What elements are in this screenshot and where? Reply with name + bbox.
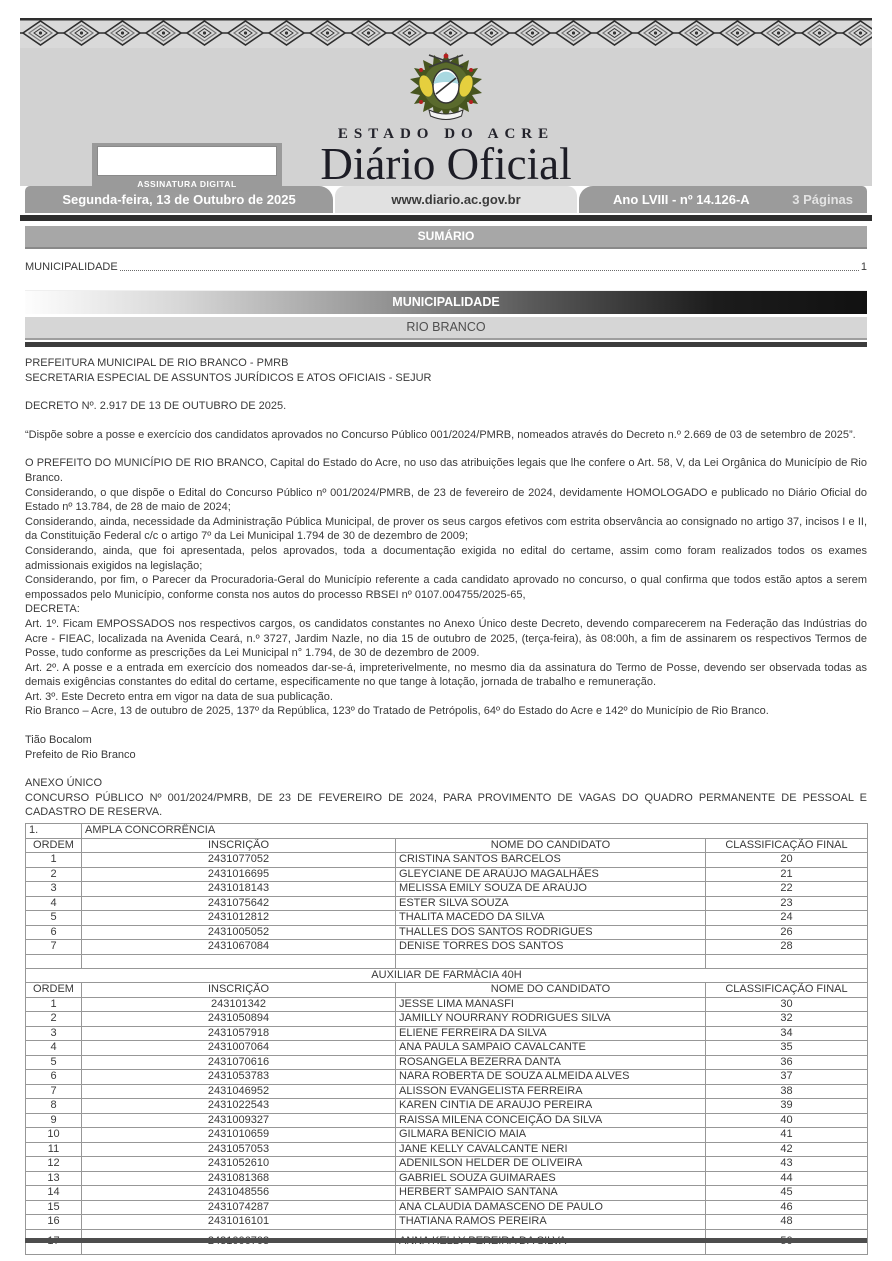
decree-paragraphs	[25, 456, 867, 719]
table-row	[26, 1171, 868, 1186]
decree-paragraph: O PREFEITO DO MUNICÍPIO DE RIO BRANCO, Capital do Estado do Acre, no uso das atribuições legais que lhe confere o Art. 58, V, da Lei Orgânica do Município de Rio Branco.	[25, 457, 867, 484]
edition-info	[579, 186, 867, 213]
group1-body	[26, 853, 868, 955]
ordem-cell: 4	[26, 896, 82, 911]
table-row	[26, 1113, 868, 1128]
inscricao-cell: 2431010659	[82, 1128, 396, 1143]
table-row	[26, 997, 868, 1012]
table-row	[26, 1084, 868, 1099]
inscricao-cell: 2431070616	[82, 1055, 396, 1070]
inscricao-cell: 2431022543	[82, 1099, 396, 1114]
table-row	[26, 867, 868, 882]
table-row	[26, 925, 868, 940]
nome-cell: GLEYCIANE DE ARAÚJO MAGALHÃES	[396, 867, 706, 882]
inscricao-cell: 2431067084	[82, 940, 396, 955]
summary-header: SUMÁRIO	[25, 226, 867, 249]
bottom-rule	[25, 1238, 867, 1243]
classificacao-cell: 26	[706, 925, 868, 940]
ornamental-border	[20, 18, 872, 48]
section-label-cell: AMPLA CONCORRÊNCIA	[82, 824, 868, 839]
header-rule	[20, 215, 872, 221]
nome-cell: JESSE LIMA MANASFI	[396, 997, 706, 1012]
section-index-cell: 1.	[26, 824, 82, 839]
nome-cell: THATIANA RAMOS PEREIRA	[396, 1215, 706, 1230]
inscricao-cell: 243101342	[82, 997, 396, 1012]
inscricao-cell: 2431007064	[82, 1041, 396, 1056]
decree-body	[25, 356, 867, 820]
nome-cell: ELIENE FERREIRA DA SILVA	[396, 1026, 706, 1041]
decree-paragraph: Art. 3º. Este Decreto entra em vigor na data de sua publicação.	[25, 690, 333, 703]
group2-body	[26, 997, 868, 1254]
inscricao-cell: 2431074287	[82, 1200, 396, 1215]
group-divider-body	[26, 954, 868, 997]
classificacao-cell: 35	[706, 1041, 868, 1056]
section-rule	[25, 342, 867, 347]
table-row	[26, 1186, 868, 1201]
ordem-cell: 14	[26, 1186, 82, 1201]
ordem-cell: 11	[26, 1142, 82, 1157]
table-row	[26, 1200, 868, 1215]
ordem-cell: 7	[26, 1084, 82, 1099]
nome-cell: ROSANGELA BEZERRA DANTA	[396, 1055, 706, 1070]
classificacao-cell: 48	[706, 1215, 868, 1230]
classificacao-cell: 23	[706, 896, 868, 911]
column-header: NOME DO CANDIDATO	[396, 983, 706, 998]
decree-paragraph: Rio Branco – Acre, 13 de outubro de 2025, 137º da República, 123º do Tratado de Petrópolis, 64º do Estado do Acre e 142º do Município de Rio Branco.	[25, 705, 769, 718]
ordem-cell: 1	[26, 997, 82, 1012]
inscricao-cell: 2431057053	[82, 1142, 396, 1157]
ordem-cell: 3	[26, 882, 82, 897]
ordem-cell: 13	[26, 1171, 82, 1186]
ordem-cell: 2	[26, 1012, 82, 1027]
classificacao-cell: 41	[706, 1128, 868, 1143]
website-url: www.diario.ac.gov.br	[335, 186, 577, 213]
inscricao-cell: 2431052610	[82, 1157, 396, 1172]
inscricao-cell: 2431081368	[82, 1171, 396, 1186]
nome-cell: CRISTINA SANTOS BARCELOS	[396, 853, 706, 868]
column-header: INSCRIÇÃO	[82, 838, 396, 853]
summary-entry-label: MUNICIPALIDADE	[25, 261, 118, 273]
section-subtitle-bar: RIO BRANCO	[25, 317, 867, 340]
table-header-row	[26, 838, 868, 853]
table-header-row	[26, 983, 868, 998]
classificacao-cell: 21	[706, 867, 868, 882]
decree-paragraph: DECRETA:	[25, 603, 80, 616]
classificacao-cell: 40	[706, 1113, 868, 1128]
summary-entry-page: 1	[860, 261, 867, 273]
column-header: ORDEM	[26, 983, 82, 998]
ordem-cell: 9	[26, 1113, 82, 1128]
classificacao-cell: 39	[706, 1099, 868, 1114]
empty-row	[26, 954, 868, 968]
group-title-row	[26, 968, 868, 983]
ordem-cell: 12	[26, 1157, 82, 1172]
decree-paragraph: Considerando, o que dispõe o Edital do Concurso Público nº 001/2024/PMRB, de 23 de fevereiro de 2024, devidamente HOMOLOGADO e publicado no Diário Oficial do Estado nº 13.784, de 28 de maio de 2024;	[25, 486, 867, 514]
nome-cell: NARA ROBERTA DE SOUZA ALMEIDA ALVES	[396, 1070, 706, 1085]
table-row	[26, 1070, 868, 1085]
annex-subtitle: CONCURSO PÚBLICO Nº 001/2024/PMRB, DE 23 DE FEVEREIRO DE 2024, PARA PROVIMENTO DE VAGAS DO QUADRO PERMANENTE DE PESSOAL E CADASTRO DE RESERVA.	[25, 791, 867, 819]
inscricao-cell: 2431075642	[82, 896, 396, 911]
ordem-cell: 7	[26, 940, 82, 955]
table-row	[26, 1157, 868, 1172]
table-row	[26, 911, 868, 926]
inscricao-cell: 2431050894	[82, 1012, 396, 1027]
nome-cell: ANA PAULA SAMPAIO CAVALCANTE	[396, 1041, 706, 1056]
ordem-cell: 3	[26, 1026, 82, 1041]
ordem-cell: 10	[26, 1128, 82, 1143]
nome-cell: ESTER SILVA SOUZA	[396, 896, 706, 911]
table-row	[26, 1041, 868, 1056]
dotted-leader	[120, 270, 859, 271]
ordem-cell: 6	[26, 925, 82, 940]
inscricao-cell: 2431057918	[82, 1026, 396, 1041]
classificacao-cell: 28	[706, 940, 868, 955]
classificacao-cell: 34	[706, 1026, 868, 1041]
nome-cell: JANE KELLY CAVALCANTE NERI	[396, 1142, 706, 1157]
inscricao-cell: 2431012812	[82, 911, 396, 926]
classificacao-cell: 32	[706, 1012, 868, 1027]
table-row	[26, 1128, 868, 1143]
signature-name: Tião Bocalom	[25, 734, 92, 747]
inscricao-cell: 2431048556	[82, 1186, 396, 1201]
page-count: 3 Páginas	[792, 192, 853, 207]
table-row	[26, 1099, 868, 1114]
classificacao-cell: 45	[706, 1186, 868, 1201]
table-row	[26, 1142, 868, 1157]
decree-paragraph: Considerando, por fim, o Parecer da Procuradoria-Geral do Município referente a cada candidato aprovado no concurso, o qual confirma que todos estão aptos a serem empossados pelo Município, conforme consta nos autos do processo RBSEI nº 0107.004755/2025-65,	[25, 574, 867, 601]
org-line: SECRETARIA ESPECIAL DE ASSUNTOS JURÍDICOS E ATOS OFICIAIS - SEJUR	[25, 371, 432, 384]
inscricao-cell: 2431009327	[82, 1113, 396, 1128]
page-content	[25, 226, 867, 1255]
ordem-cell: 15	[26, 1200, 82, 1215]
nome-cell: DENISE TORRES DOS SANTOS	[396, 940, 706, 955]
column-header: NOME DO CANDIDATO	[396, 838, 706, 853]
nome-cell: GABRIEL SOUZA GUIMARAES	[396, 1171, 706, 1186]
classificacao-cell: 36	[706, 1055, 868, 1070]
table-row	[26, 1055, 868, 1070]
decree-paragraph: Considerando, ainda, que foi apresentada, pelos aprovados, toda a documentação exigida no edital do certame, assim como foram realizados todos os exames admissionais exigidos na legislação;	[25, 544, 867, 572]
candidates-table	[25, 823, 868, 1255]
edition-number: Ano LVIII - nº 14.126-A	[613, 192, 750, 207]
issue-date: Segunda-feira, 13 de Outubro de 2025	[25, 186, 333, 213]
section-title-bar: MUNICIPALIDADE	[25, 290, 867, 314]
column-header: ORDEM	[26, 838, 82, 853]
nome-cell: ANA CLAUDIA DAMASCENO DE PAULO	[396, 1200, 706, 1215]
nome-cell: THALITA MACEDO DA SILVA	[396, 911, 706, 926]
org-line: PREFEITURA MUNICIPAL DE RIO BRANCO - PMRB	[25, 357, 289, 369]
classificacao-cell: 46	[706, 1200, 868, 1215]
ordem-cell: 2	[26, 867, 82, 882]
signature-label: ASSINATURA DIGITAL	[137, 179, 237, 189]
ordem-cell: 8	[26, 1099, 82, 1114]
classificacao-cell: 37	[706, 1070, 868, 1085]
signature-area	[97, 146, 277, 176]
classificacao-cell: 43	[706, 1157, 868, 1172]
gazette-title: Diário Oficial	[320, 139, 572, 189]
inscricao-cell: 2431053783	[82, 1070, 396, 1085]
inscricao-cell: 2431016101	[82, 1215, 396, 1230]
nome-cell: RAISSA MILENA CONCEIÇÃO DA SILVA	[396, 1113, 706, 1128]
table-row	[26, 896, 868, 911]
ordem-cell: 16	[26, 1215, 82, 1230]
decree-paragraph: Art. 2º. A posse e a entrada em exercício dos nomeados dar-se-á, impreterivelmente, no mesmo dia da assinatura do Termo de Posse, devendo ser observada todas as demais exigências constantes do edital do certame, especificamente no que tange à lotação, jornada de trabalho e remuneração.	[25, 661, 867, 689]
classificacao-cell: 22	[706, 882, 868, 897]
summary-entry	[25, 261, 867, 273]
nome-cell: HERBERT SAMPAIO SANTANA	[396, 1186, 706, 1201]
column-header: CLASSIFICAÇÃO FINAL	[706, 838, 868, 853]
table-section-row	[26, 824, 868, 839]
table-row	[26, 1012, 868, 1027]
nome-cell: KAREN CINTIA DE ARAÚJO PEREIRA	[396, 1099, 706, 1114]
decree-number: DECRETO Nº. 2.917 DE 13 DE OUTUBRO DE 2025.	[25, 400, 287, 413]
table-row	[26, 940, 868, 955]
classificacao-cell: 24	[706, 911, 868, 926]
ordem-cell: 5	[26, 1055, 82, 1070]
inscricao-cell: 2431046952	[82, 1084, 396, 1099]
classificacao-cell: 30	[706, 997, 868, 1012]
table-row	[26, 1026, 868, 1041]
header	[20, 18, 872, 221]
inscricao-cell: 2431077052	[82, 853, 396, 868]
ordem-cell: 1	[26, 853, 82, 868]
column-header: CLASSIFICAÇÃO FINAL	[706, 983, 868, 998]
ordem-cell: 6	[26, 1070, 82, 1085]
table-row	[26, 1215, 868, 1230]
nome-cell: MELISSA EMILY SOUZA DE ARAÚJO	[396, 882, 706, 897]
decree-paragraph: Considerando, ainda, necessidade da Administração Pública Municipal, de prover os seus cargos efetivos com estrita observância ao consignado no artigo 37, incisos I e II, da Constituição Federal c/c o artigo 7º da Lei Municipal 1.794 de 30 de dezembro de 2009;	[25, 515, 867, 543]
group-title-cell: AUXILIAR DE FARMÁCIA 40H	[26, 968, 868, 983]
column-header: INSCRIÇÃO	[82, 983, 396, 998]
nome-cell: GILMARA BENÍCIO MAIA	[396, 1128, 706, 1143]
inscricao-cell: 2431016695	[82, 867, 396, 882]
decree-quote: “Dispõe sobre a posse e exercício dos candidatos aprovados no Concurso Público 001/2024/PMRB, nomeados através do Decreto n.º 2.669 de 03 de setembro de 2025”.	[25, 428, 856, 441]
table-row	[26, 853, 868, 868]
acre-coat-of-arms-icon	[409, 50, 483, 128]
classificacao-cell: 20	[706, 853, 868, 868]
nome-cell: THALLES DOS SANTOS RODRIGUES	[396, 925, 706, 940]
nome-cell: ADENILSON HELDER DE OLIVEIRA	[396, 1157, 706, 1172]
decree-paragraph: Art. 1º. Ficam EMPOSSADOS nos respectivos cargos, os candidatos constantes no Anexo Único deste Decreto, devendo comparecerem na Federação das Indústrias do Acre - FIEAC, localizada na Avenida Ceará, n.º 3727, Jardim Nazle, no dia 15 de outubro de 2025, (terça-feira), às 08:00h, a fim de assinarem os respectivos Termos de Posse, tudo conforme as prescrições da Lei Municipal n° 1.794, de 30 de dezembro de 2009.	[25, 617, 867, 660]
signature-title: Prefeito de Rio Branco	[25, 748, 136, 761]
inscricao-cell: 2431018143	[82, 882, 396, 897]
header-masthead	[20, 48, 872, 189]
inscricao-cell: 2431005052	[82, 925, 396, 940]
classificacao-cell: 38	[706, 1084, 868, 1099]
annex-title: ANEXO ÚNICO	[25, 777, 103, 790]
table-row	[26, 882, 868, 897]
section-head-body	[26, 824, 868, 853]
ordem-cell: 5	[26, 911, 82, 926]
ordem-cell: 4	[26, 1041, 82, 1056]
digital-signature-box	[92, 143, 282, 192]
nome-cell: JAMILLY NOURRANY RODRIGUES SILVA	[396, 1012, 706, 1027]
nome-cell: ALISSON EVANGELISTA FERREIRA	[396, 1084, 706, 1099]
classificacao-cell: 42	[706, 1142, 868, 1157]
classificacao-cell: 44	[706, 1171, 868, 1186]
state-name: ESTADO DO ACRE	[337, 126, 555, 142]
